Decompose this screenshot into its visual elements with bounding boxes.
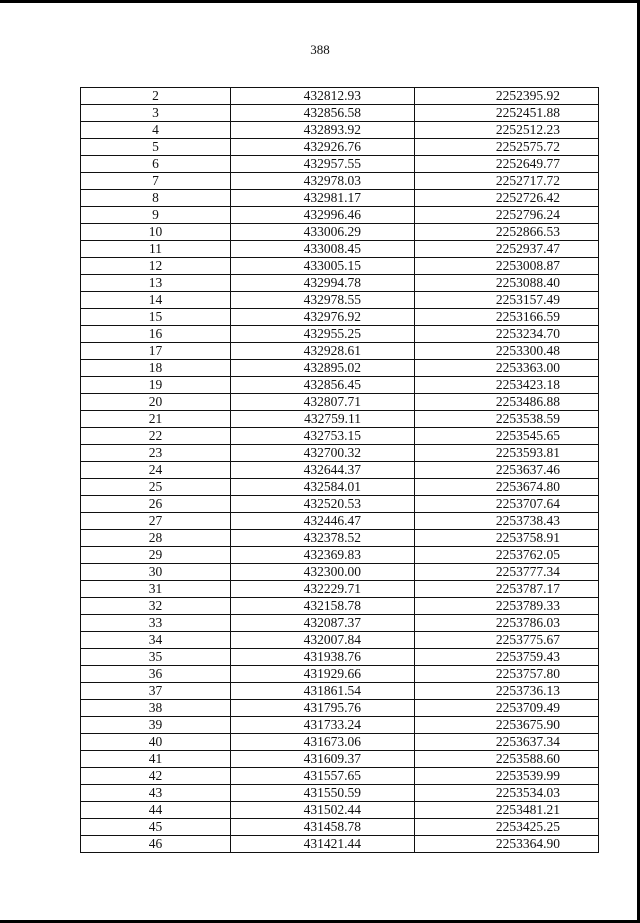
y-coordinate-cell: 2252717.72 — [415, 173, 599, 190]
x-coordinate-cell: 431938.76 — [231, 649, 415, 666]
y-coordinate-cell: 2253363.00 — [415, 360, 599, 377]
point-number-cell: 43 — [81, 785, 231, 802]
x-coordinate-cell: 432955.25 — [231, 326, 415, 343]
x-coordinate-cell: 432759.11 — [231, 411, 415, 428]
table-row — [81, 122, 599, 139]
y-coordinate-cell: 2253588.60 — [415, 751, 599, 768]
y-coordinate-cell: 2253637.46 — [415, 462, 599, 479]
y-coordinate-cell: 2253088.40 — [415, 275, 599, 292]
coordinates-table — [80, 87, 599, 853]
x-coordinate-cell: 432158.78 — [231, 598, 415, 615]
x-coordinate-cell: 432584.01 — [231, 479, 415, 496]
x-coordinate-cell: 431421.44 — [231, 836, 415, 853]
table-row — [81, 445, 599, 462]
table-row — [81, 105, 599, 122]
table-row — [81, 513, 599, 530]
table-row — [81, 343, 599, 360]
y-coordinate-cell: 2253157.49 — [415, 292, 599, 309]
point-number-cell: 40 — [81, 734, 231, 751]
x-coordinate-cell: 432644.37 — [231, 462, 415, 479]
x-coordinate-cell: 432812.93 — [231, 88, 415, 105]
y-coordinate-cell: 2252451.88 — [415, 105, 599, 122]
point-number-cell: 45 — [81, 819, 231, 836]
y-coordinate-cell: 2253637.34 — [415, 734, 599, 751]
x-coordinate-cell: 431550.59 — [231, 785, 415, 802]
table-row — [81, 683, 599, 700]
x-coordinate-cell: 432994.78 — [231, 275, 415, 292]
table-row — [81, 428, 599, 445]
x-coordinate-cell: 432895.02 — [231, 360, 415, 377]
x-coordinate-cell: 432520.53 — [231, 496, 415, 513]
point-number-cell: 4 — [81, 122, 231, 139]
y-coordinate-cell: 2253775.67 — [415, 632, 599, 649]
y-coordinate-cell: 2252395.92 — [415, 88, 599, 105]
table-row — [81, 836, 599, 853]
point-number-cell: 2 — [81, 88, 231, 105]
x-coordinate-cell: 432229.71 — [231, 581, 415, 598]
x-coordinate-cell: 432300.00 — [231, 564, 415, 581]
table-row — [81, 139, 599, 156]
table-row — [81, 173, 599, 190]
table-row — [81, 394, 599, 411]
table-row — [81, 530, 599, 547]
page-number: 388 — [310, 42, 330, 57]
table-row — [81, 377, 599, 394]
x-coordinate-cell: 432981.17 — [231, 190, 415, 207]
y-coordinate-cell: 2253593.81 — [415, 445, 599, 462]
point-number-cell: 33 — [81, 615, 231, 632]
table-row — [81, 309, 599, 326]
y-coordinate-cell: 2253423.18 — [415, 377, 599, 394]
table-row — [81, 615, 599, 632]
point-number-cell: 30 — [81, 564, 231, 581]
y-coordinate-cell: 2252512.23 — [415, 122, 599, 139]
table-row — [81, 700, 599, 717]
x-coordinate-cell: 431929.66 — [231, 666, 415, 683]
point-number-cell: 14 — [81, 292, 231, 309]
x-coordinate-cell: 432856.45 — [231, 377, 415, 394]
table-row — [81, 275, 599, 292]
y-coordinate-cell: 2253538.59 — [415, 411, 599, 428]
point-number-cell: 6 — [81, 156, 231, 173]
point-number-cell: 9 — [81, 207, 231, 224]
table-row — [81, 88, 599, 105]
x-coordinate-cell: 432996.46 — [231, 207, 415, 224]
x-coordinate-cell: 432007.84 — [231, 632, 415, 649]
x-coordinate-cell: 432700.32 — [231, 445, 415, 462]
y-coordinate-cell: 2253486.88 — [415, 394, 599, 411]
x-coordinate-cell: 431458.78 — [231, 819, 415, 836]
table-row — [81, 292, 599, 309]
point-number-cell: 32 — [81, 598, 231, 615]
x-coordinate-cell: 432378.52 — [231, 530, 415, 547]
y-coordinate-cell: 2253786.03 — [415, 615, 599, 632]
x-coordinate-cell: 433005.15 — [231, 258, 415, 275]
point-number-cell: 41 — [81, 751, 231, 768]
table-row — [81, 479, 599, 496]
point-number-cell: 15 — [81, 309, 231, 326]
table-row — [81, 207, 599, 224]
point-number-cell: 46 — [81, 836, 231, 853]
table-row — [81, 564, 599, 581]
x-coordinate-cell: 431673.06 — [231, 734, 415, 751]
point-number-cell: 8 — [81, 190, 231, 207]
x-coordinate-cell: 432926.76 — [231, 139, 415, 156]
x-coordinate-cell: 432807.71 — [231, 394, 415, 411]
point-number-cell: 7 — [81, 173, 231, 190]
table-row — [81, 224, 599, 241]
y-coordinate-cell: 2253364.90 — [415, 836, 599, 853]
y-coordinate-cell: 2253787.17 — [415, 581, 599, 598]
y-coordinate-cell: 2252937.47 — [415, 241, 599, 258]
table-row — [81, 156, 599, 173]
y-coordinate-cell: 2253539.99 — [415, 768, 599, 785]
x-coordinate-cell: 432978.55 — [231, 292, 415, 309]
x-coordinate-cell: 432753.15 — [231, 428, 415, 445]
point-number-cell: 20 — [81, 394, 231, 411]
y-coordinate-cell: 2253534.03 — [415, 785, 599, 802]
table-row — [81, 785, 599, 802]
point-number-cell: 42 — [81, 768, 231, 785]
point-number-cell: 16 — [81, 326, 231, 343]
y-coordinate-cell: 2253300.48 — [415, 343, 599, 360]
y-coordinate-cell: 2253758.91 — [415, 530, 599, 547]
y-coordinate-cell: 2253008.87 — [415, 258, 599, 275]
point-number-cell: 10 — [81, 224, 231, 241]
x-coordinate-cell: 431557.65 — [231, 768, 415, 785]
x-coordinate-cell: 431733.24 — [231, 717, 415, 734]
point-number-cell: 37 — [81, 683, 231, 700]
point-number-cell: 29 — [81, 547, 231, 564]
table-row — [81, 649, 599, 666]
y-coordinate-cell: 2253709.49 — [415, 700, 599, 717]
x-coordinate-cell: 431861.54 — [231, 683, 415, 700]
point-number-cell: 17 — [81, 343, 231, 360]
point-number-cell: 12 — [81, 258, 231, 275]
point-number-cell: 23 — [81, 445, 231, 462]
table-row — [81, 819, 599, 836]
y-coordinate-cell: 2253757.80 — [415, 666, 599, 683]
x-coordinate-cell: 432976.92 — [231, 309, 415, 326]
x-coordinate-cell: 432446.47 — [231, 513, 415, 530]
y-coordinate-cell: 2253234.70 — [415, 326, 599, 343]
x-coordinate-cell: 432957.55 — [231, 156, 415, 173]
y-coordinate-cell: 2253707.64 — [415, 496, 599, 513]
point-number-cell: 13 — [81, 275, 231, 292]
x-coordinate-cell: 432893.92 — [231, 122, 415, 139]
point-number-cell: 27 — [81, 513, 231, 530]
table-row — [81, 462, 599, 479]
point-number-cell: 38 — [81, 700, 231, 717]
point-number-cell: 44 — [81, 802, 231, 819]
table-row — [81, 734, 599, 751]
point-number-cell: 19 — [81, 377, 231, 394]
table-row — [81, 802, 599, 819]
x-coordinate-cell: 431795.76 — [231, 700, 415, 717]
point-number-cell: 21 — [81, 411, 231, 428]
y-coordinate-cell: 2253759.43 — [415, 649, 599, 666]
y-coordinate-cell: 2253777.34 — [415, 564, 599, 581]
x-coordinate-cell: 432856.58 — [231, 105, 415, 122]
y-coordinate-cell: 2253166.59 — [415, 309, 599, 326]
table-row — [81, 411, 599, 428]
table-row — [81, 258, 599, 275]
table-row — [81, 751, 599, 768]
point-number-cell: 28 — [81, 530, 231, 547]
y-coordinate-cell: 2253425.25 — [415, 819, 599, 836]
y-coordinate-cell: 2253738.43 — [415, 513, 599, 530]
point-number-cell: 22 — [81, 428, 231, 445]
coordinates-table-body — [81, 88, 599, 853]
y-coordinate-cell: 2253481.21 — [415, 802, 599, 819]
x-coordinate-cell: 432978.03 — [231, 173, 415, 190]
table-row — [81, 598, 599, 615]
table-row — [81, 326, 599, 343]
x-coordinate-cell: 432087.37 — [231, 615, 415, 632]
table-row — [81, 496, 599, 513]
point-number-cell: 5 — [81, 139, 231, 156]
table-row — [81, 717, 599, 734]
table-row — [81, 360, 599, 377]
table-row — [81, 768, 599, 785]
y-coordinate-cell: 2253675.90 — [415, 717, 599, 734]
point-number-cell: 34 — [81, 632, 231, 649]
table-row — [81, 632, 599, 649]
point-number-cell: 11 — [81, 241, 231, 258]
table-row — [81, 547, 599, 564]
table-row — [81, 581, 599, 598]
table-row — [81, 241, 599, 258]
y-coordinate-cell: 2252796.24 — [415, 207, 599, 224]
y-coordinate-cell: 2252866.53 — [415, 224, 599, 241]
point-number-cell: 35 — [81, 649, 231, 666]
x-coordinate-cell: 431502.44 — [231, 802, 415, 819]
y-coordinate-cell: 2253789.33 — [415, 598, 599, 615]
point-number-cell: 36 — [81, 666, 231, 683]
y-coordinate-cell: 2252726.42 — [415, 190, 599, 207]
x-coordinate-cell: 433008.45 — [231, 241, 415, 258]
point-number-cell: 31 — [81, 581, 231, 598]
y-coordinate-cell: 2253674.80 — [415, 479, 599, 496]
point-number-cell: 39 — [81, 717, 231, 734]
y-coordinate-cell: 2253762.05 — [415, 547, 599, 564]
x-coordinate-cell: 431609.37 — [231, 751, 415, 768]
table-row — [81, 190, 599, 207]
point-number-cell: 25 — [81, 479, 231, 496]
scan-edge-top — [0, 0, 640, 3]
table-row — [81, 666, 599, 683]
point-number-cell: 18 — [81, 360, 231, 377]
point-number-cell: 3 — [81, 105, 231, 122]
y-coordinate-cell: 2253545.65 — [415, 428, 599, 445]
point-number-cell: 26 — [81, 496, 231, 513]
x-coordinate-cell: 433006.29 — [231, 224, 415, 241]
y-coordinate-cell: 2252649.77 — [415, 156, 599, 173]
point-number-cell: 24 — [81, 462, 231, 479]
x-coordinate-cell: 432369.83 — [231, 547, 415, 564]
y-coordinate-cell: 2252575.72 — [415, 139, 599, 156]
x-coordinate-cell: 432928.61 — [231, 343, 415, 360]
y-coordinate-cell: 2253736.13 — [415, 683, 599, 700]
